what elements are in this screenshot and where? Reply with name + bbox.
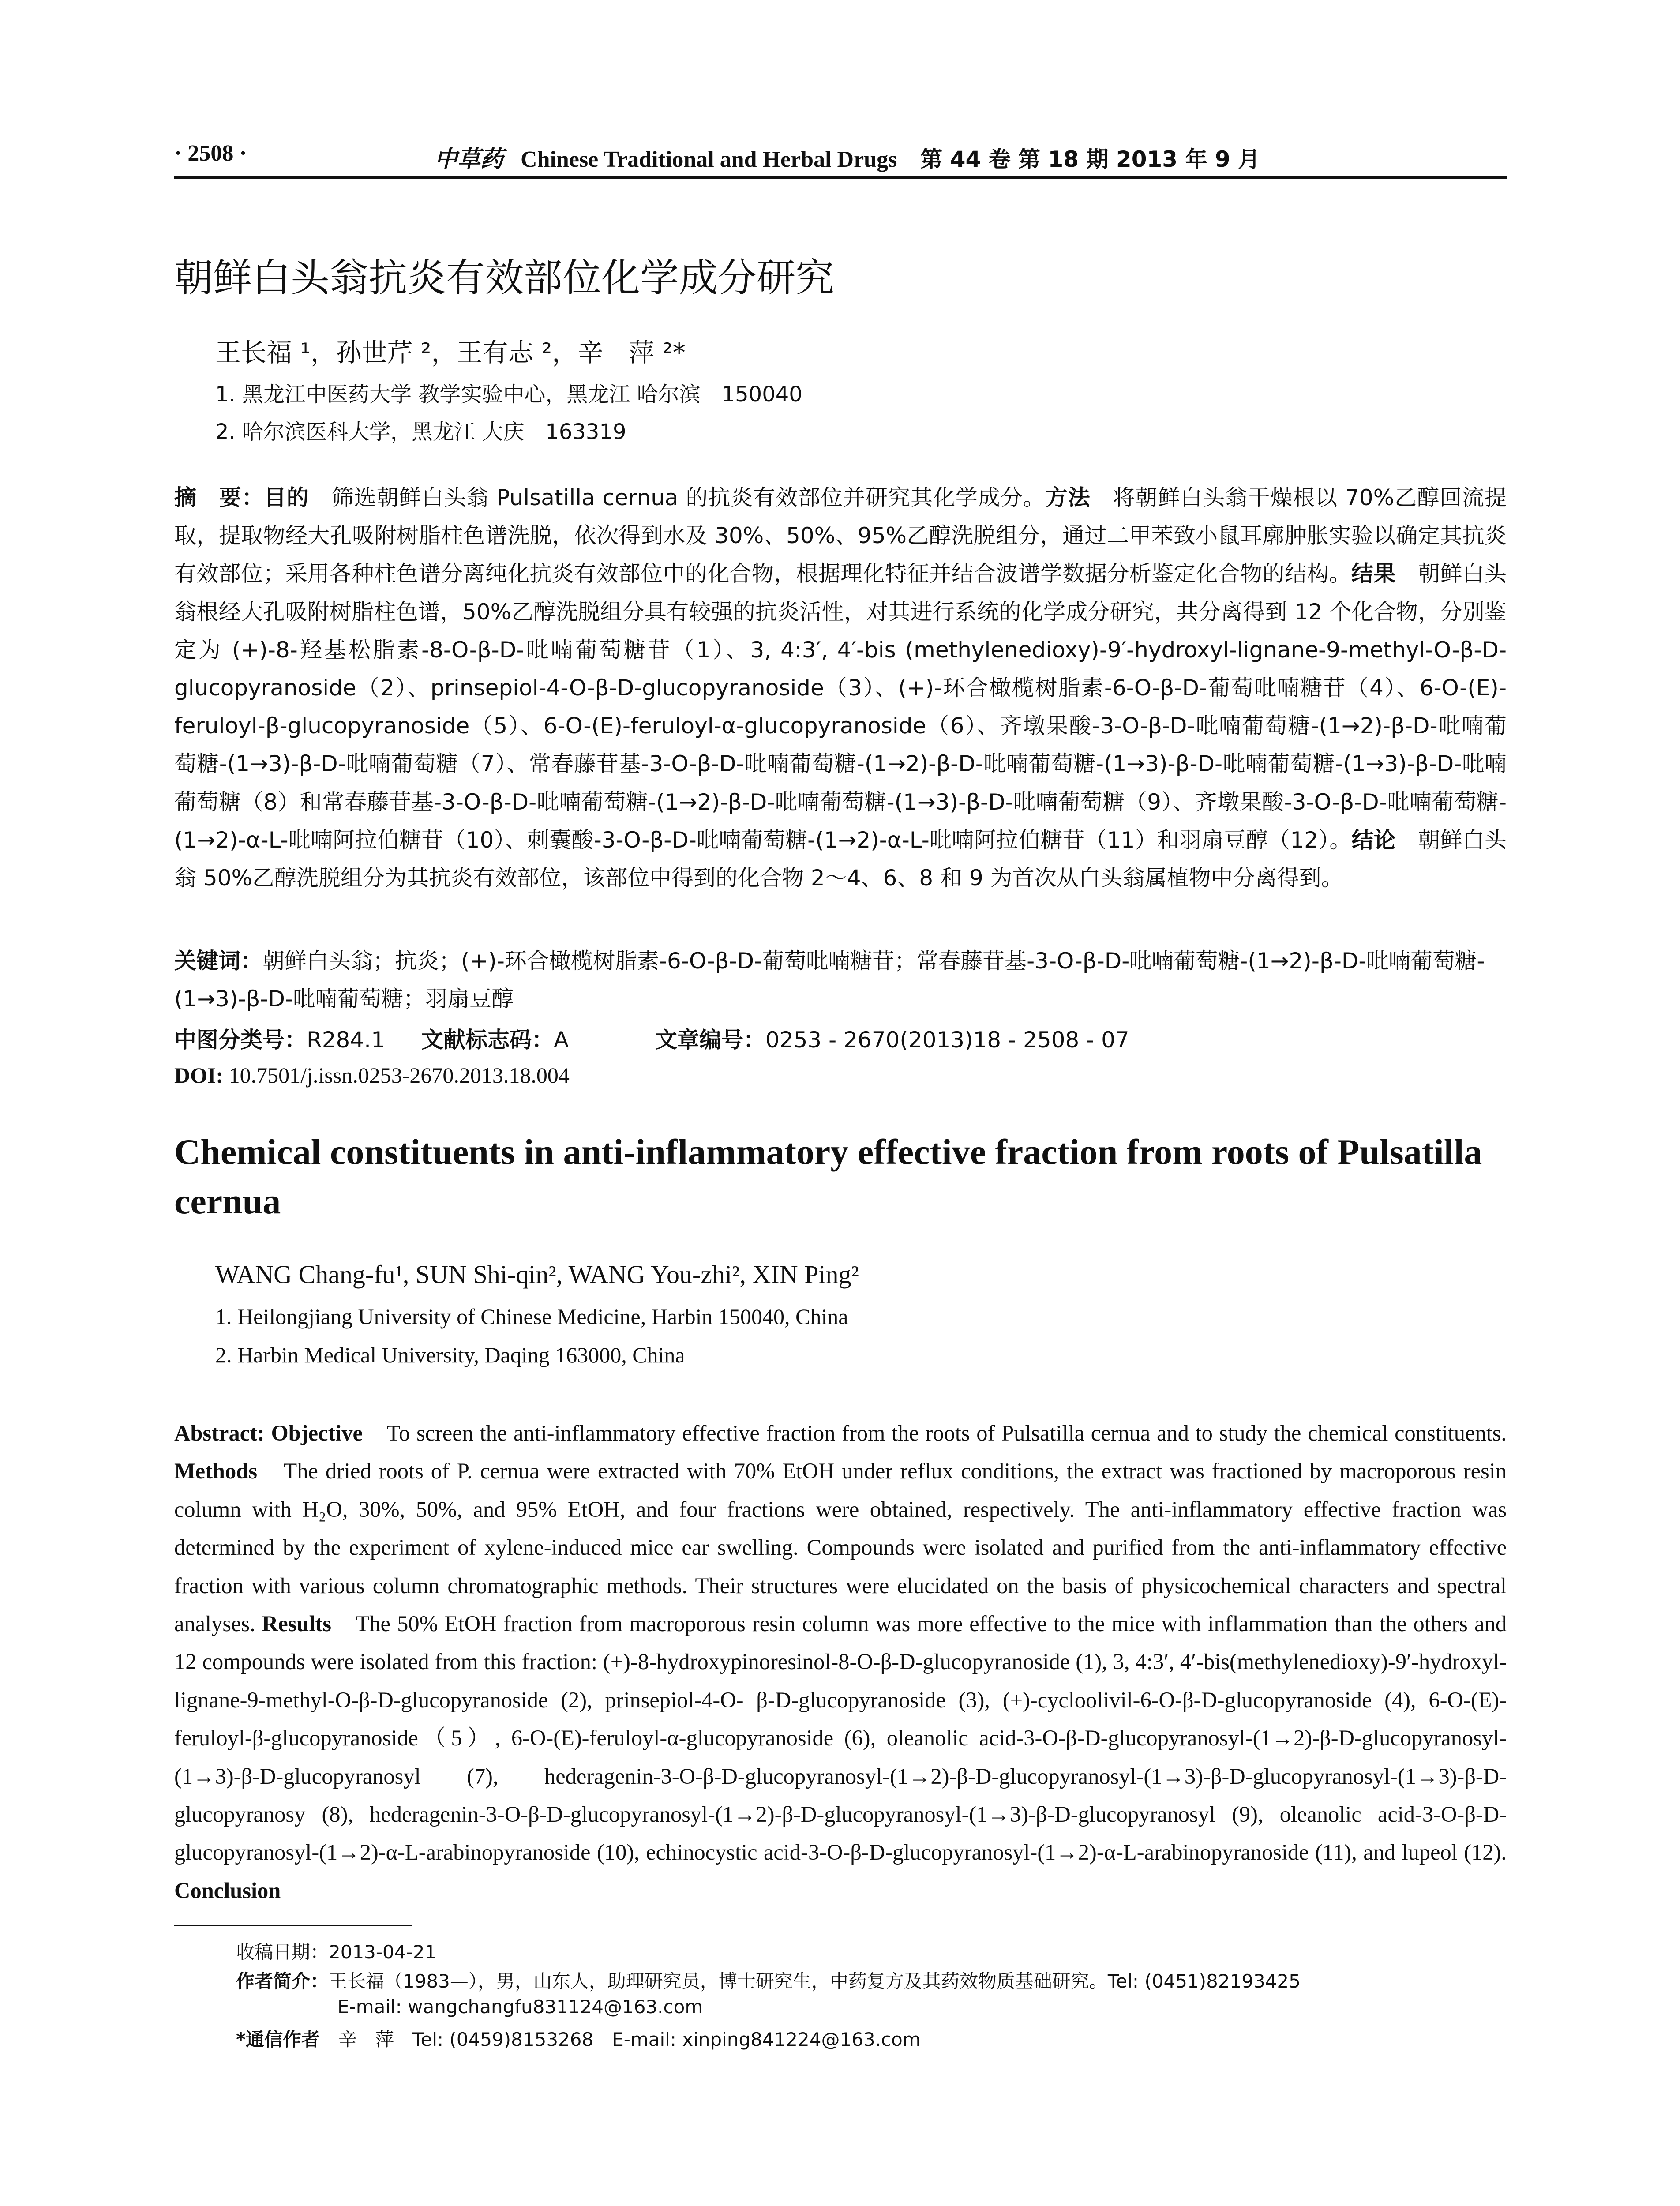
- running-header: [435, 140, 1260, 173]
- journal-name-en: Chinese Traditional and Herbal Drugs: [521, 147, 897, 172]
- doi-line: [174, 1062, 570, 1088]
- volume-issue: 第 44 卷 第 18 期 2013 年 9 月: [920, 146, 1260, 172]
- clc-label: 中图分类号：: [174, 1027, 307, 1053]
- author-email: E-mail: wangchangfu831124@163.com: [338, 1996, 703, 2018]
- page-number: · 2508 ·: [174, 141, 247, 166]
- clc-value: R284.1: [307, 1027, 385, 1053]
- en-methods-label: Methods: [174, 1459, 257, 1484]
- cn-abstract: [174, 479, 1507, 897]
- cn-objective-text: 筛选朝鲜白头翁 Pulsatilla cernua 的抗炎有效部位并研究其化学成分。: [309, 485, 1046, 510]
- cn-keywords: [174, 942, 1507, 1018]
- en-abstract-label: Abstract: Objective: [174, 1421, 363, 1445]
- en-affiliation-1: 1. Heilongjiang University of Chinese Medicine, Harbin 150040, China: [215, 1304, 848, 1329]
- corresponding-label: *通信作者: [236, 2029, 320, 2050]
- author-bio: [236, 1967, 1301, 1993]
- cn-abstract-label: 摘 要：: [174, 485, 264, 510]
- en-objective-text: To screen the anti-inflammatory effective fraction from the roots of Pulsatilla cernua and to study the chemical constituents.: [362, 1421, 1507, 1445]
- cn-results-label: 结果: [1351, 561, 1396, 587]
- cn-affiliation-1: 1. 黑龙江中医药大学 教学实验中心，黑龙江 哈尔滨 150040: [215, 382, 802, 407]
- footnote-rule: [174, 1925, 412, 1926]
- cn-conclusion-text: 朝鲜白头翁 50%乙醇洗脱组分为其抗炎有效部位，该部位中得到的化合物 2～4、6、8 和 9 为首次从白头翁属植物中分离得到。: [174, 827, 1507, 891]
- cn-keywords-text: 朝鲜白头翁；抗炎；(+)-环合橄榄树脂素-6-O-β-D-葡萄吡喃糖苷；常春藤苷基-3-O-β-D-吡喃葡萄糖-(1→2)-β-D-吡喃葡萄糖-(1→3)-β-D-吡喃葡萄糖；羽扇豆醇: [174, 948, 1485, 1012]
- cn-authors: 王长福 ¹，孙世芹 ²，王有志 ²，辛 萍 ²*: [215, 338, 686, 368]
- journal-name-cn: 中草药: [435, 146, 504, 173]
- cn-conclusion-label: 结论: [1351, 827, 1396, 853]
- en-results-label: Results: [262, 1611, 331, 1636]
- cn-affiliation-2: 2. 哈尔滨医科大学，黑龙江 大庆 163319: [215, 420, 626, 444]
- header-rule: [174, 176, 1507, 179]
- cn-objective-label: 目的: [264, 485, 309, 510]
- article-no-value: 0253 - 2670(2013)18 - 2508 - 07: [765, 1027, 1129, 1053]
- doc-code-value: A: [554, 1027, 569, 1053]
- en-affiliation-2: 2. Harbin Medical University, Daqing 163000, China: [215, 1343, 685, 1367]
- doi-label: DOI:: [174, 1063, 224, 1088]
- cn-methods-label: 方法: [1045, 485, 1091, 510]
- cn-title: 朝鲜白头翁抗炎有效部位化学成分研究: [174, 255, 835, 300]
- en-abstract: [174, 1414, 1507, 1910]
- cn-methods-text: 将朝鲜白头翁干燥根以 70%乙醇回流提取，提取物经大孔吸附树脂柱色谱洗脱，依次得到水及 30%、50%、95%乙醇洗脱组分，通过二甲苯致小鼠耳廓肿胀实验以确定其抗炎有效部位；采用各种柱色谱分离纯化抗炎有效部位中的化合物，根据理化特征并结合波谱学数据分析鉴定化合物的结构。: [174, 485, 1507, 587]
- doi-value: 10.7501/j.issn.0253-2670.2013.18.004: [223, 1063, 570, 1088]
- cn-keywords-label: 关键词：: [174, 948, 262, 974]
- doc-code-label: 文献标志码：: [421, 1027, 554, 1053]
- cn-results-text: 朝鲜白头翁根经大孔吸附树脂柱色谱，50%乙醇洗脱组分具有较强的抗炎活性，对其进行系统的化学成分研究，共分离得到 12 个化合物，分别鉴定为 (+)-8-羟基松脂素-8-O-β-D-吡喃葡萄糖苷（1）、3, 4:3′, 4′-bis (methylenedioxy)-9′-hydroxyl-lignane-9-methyl-O-β-D-glucopyranoside（2）、prinsepiol-4-O-β-D-glucopyranoside（3）、(+)-环合橄榄树脂素-6-O-β-D-葡萄吡喃糖苷（4）、6-O-(E)-feruloyl-β-glucopyranoside（5）、6-O-(E)-feruloyl-α-glucopyranoside（6）、齐墩果酸-3-O-β-D-吡喃葡萄糖-(1→2)-β-D-吡喃葡萄糖-(1→3)-β-D-吡喃葡萄糖（7）、常春藤苷基-3-O-β-D-吡喃葡萄糖-(1→2)-β-D-吡喃葡萄糖-(1→3)-β-D-吡喃葡萄糖-(1→3)-β-D-吡喃葡萄糖（8）和常春藤苷基-3-O-β-D-吡喃葡萄糖-(1→2)-β-D-吡喃葡萄糖-(1→3)-β-D-吡喃葡萄糖（9）、齐墩果酸-3-O-β-D-吡喃葡萄糖-(1→2)-α-L-吡喃阿拉伯糖苷（10）、刺囊酸-3-O-β-D-吡喃葡萄糖-(1→2)-α-L-吡喃阿拉伯糖苷（11）和羽扇豆醇（12）。: [174, 561, 1507, 853]
- en-title: Chemical constituents in anti-inflammatory effective fraction from roots of Pulsatilla cernua: [174, 1132, 1482, 1221]
- en-results-text: The 50% EtOH fraction from macroporous resin column was more effective to the mice with inflammation than the others and 12 compounds were isolated from this fraction: (+)-8-hydroxypinoresinol-8-O-β-D-glucopyranoside (1), 3, 4:3′, 4′-bis(methylenedioxy)-9′-hydroxyl-lignane-9-methyl-O-β-D-glucopyranoside (2), prinsepiol-4-O- β-D-glucopyranoside (3), (+)-cycloolivil-6-O-β-D-glucopyranoside (4), 6-O-(E)-feruloyl-β-glucopyranoside（5）, 6-O-(E)-feruloyl-α-glucopyranoside (6), oleanolic acid-3-O-β-D-glucopyranosyl-(1→2)-β-D-glucopyranosyl-(1→3)-β-D-glucopyranosyl (7), hederagenin-3-O-β-D-glucopyranosyl-(1→2)-β-D-glucopyranosyl-(1→3)-β-D-glucopyranosyl-(1→3)-β-D-glucopyranosy (8), hederagenin-3-O-β-D-glucopyranosyl-(1→2)-β-D-glucopyranosyl-(1→3)-β-D-glucopyranosyl (9), oleanolic acid-3-O-β-D- glucopyranosyl-(1→2)-α-L-arabinopyranoside (10), echinocystic acid-3-O-β-D-glucopyranosyl-(1→2)-α-L-arabinopyranoside (11), and lupeol (12).: [174, 1611, 1507, 1865]
- received-date: 收稿日期：2013-04-21: [236, 1941, 437, 1963]
- classification-line: [174, 1022, 1129, 1054]
- corresponding-author: [236, 2025, 921, 2052]
- en-authors: WANG Chang-fu¹, SUN Shi-qin², WANG You-zhi², XIN Ping²: [215, 1260, 859, 1289]
- author-bio-label: 作者简介：: [236, 1970, 329, 1992]
- article-no-label: 文章编号：: [655, 1027, 765, 1053]
- author-bio-text: 王长福（1983—），男，山东人，助理研究员，博士研究生，中药复方及其药效物质基础研究。Tel: (0451)82193425: [329, 1970, 1301, 1992]
- corresponding-text: 辛 萍 Tel: (0459)8153268 E-mail: xinping841224@163.com: [319, 2029, 921, 2050]
- en-methods-text: The dried roots of P. cernua were extracted with 70% EtOH under reflux conditions, the extract was fractioned by macroporous resin column with H₂O, 30%, 50%, and 95% EtOH, and four fractions were obtained, respectively. The anti-inflammatory effective fraction was determined by the experiment of xylene-induced mice ear swelling. Compounds were isolated and purified from the anti-inflammatory effective fraction with various column chromatographic methods. Their structures were elucidated on the basis of physicochemical characters and spectral analyses.: [174, 1459, 1507, 1636]
- en-conclusion-label: Conclusion: [174, 1878, 281, 1903]
